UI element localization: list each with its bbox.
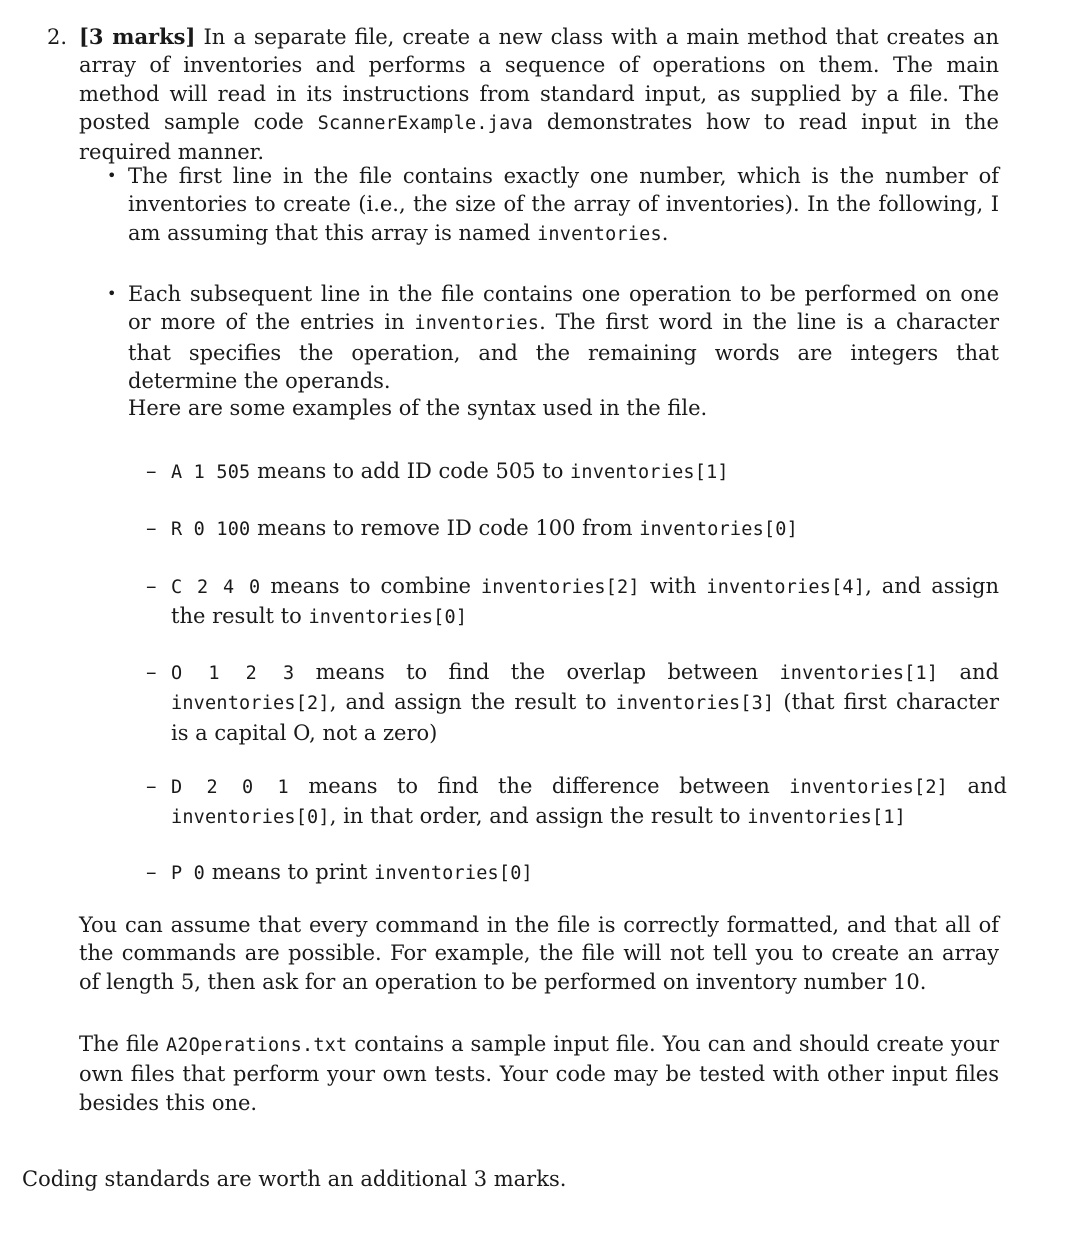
example-difference	[171, 772, 1007, 833]
example-overlap-and: and	[959, 660, 999, 684]
bullet-second-text: Each subsequent line in the file contains one operation to be performed on one or more of the entries in	[128, 282, 999, 335]
question-marks: [3 marks]	[79, 24, 196, 49]
example-print-text: means to print	[211, 860, 368, 884]
dash-icon: –	[146, 459, 157, 483]
example-difference-source-b: inventories[0]	[171, 807, 330, 829]
example-overlap-text: means to find the overlap between	[315, 660, 759, 684]
example-overlap-target: inventories[3]	[615, 693, 775, 715]
example-combine-assign: , and assign the result to	[171, 574, 999, 629]
sample-file-paragraph	[79, 1030, 999, 1117]
examples-intro: Here are some examples of the syntax used in the file.	[128, 396, 708, 420]
example-difference-assign: , in that order, and assign the result to	[329, 804, 741, 829]
bullet-first-line	[128, 162, 999, 249]
example-remove-text: means to remove ID code 100 from	[257, 516, 633, 540]
example-remove-target: inventories[0]	[639, 519, 798, 540]
example-overlap-note: (that first character is a capital O, not a zero)	[171, 690, 999, 745]
assumptions-paragraph: You can assume that every command in the file is correctly formatted, and that all of the commands are possible. For example, the file will not tell you to create an array of length 5, then ask for an operation to be performed on inventory number 10.	[79, 913, 999, 994]
example-difference-and: and	[967, 774, 1007, 798]
example-print-target: inventories[0]	[374, 863, 533, 884]
bullet-subsequent-lines	[128, 280, 999, 395]
coding-standards-note: Coding standards are worth an additional 3 marks.	[22, 1167, 567, 1191]
bullet-first-code: inventories	[537, 223, 662, 245]
example-print	[171, 858, 999, 888]
dash-icon: –	[146, 860, 157, 884]
dash-icon: –	[146, 774, 157, 798]
example-add-target: inventories[1]	[570, 462, 729, 483]
dash-icon: –	[146, 516, 157, 540]
example-difference-cmd: D 2 0 1	[171, 777, 289, 798]
example-combine-source-b: inventories[4]	[706, 577, 866, 598]
example-overlap-source-b: inventories[2]	[171, 693, 330, 715]
sample-file-text-a: The file	[79, 1032, 160, 1056]
intro-text-b: demonstrates how to read input in the required manner.	[79, 109, 999, 165]
bullet-second-end: . The first word in the line is a character that specifies the operation, and the remaining words are integers that determine the operands.	[128, 310, 999, 393]
intro-text-a: In a separate file, create a new class with a main method that creates an array of inventories and performs a sequence of operations on them. The main method will read in its instructions from standard input, as supplied by a file. The posted sample code	[79, 25, 999, 134]
sample-file-text-b: contains a sample input file. You can and should create your own files that perform your own tests. Your code may be tested with other input files besides this one.	[79, 1032, 999, 1115]
example-add-cmd: A 1 505	[171, 462, 251, 483]
example-add	[171, 457, 999, 487]
bullet-icon: •	[107, 166, 117, 185]
example-print-cmd: P 0	[171, 863, 206, 884]
example-combine-text: means to combine	[270, 574, 471, 598]
question-intro	[79, 23, 999, 166]
example-combine-source-a: inventories[2]	[480, 577, 640, 598]
dash-icon: –	[146, 660, 157, 684]
bullet-first-text: The first line in the file contains exactly one number, which is the number of inventories to create (i.e., the size of the array of inventories). In the following, I am assuming that this array is named	[128, 164, 999, 245]
example-combine-target: inventories[0]	[308, 607, 468, 629]
example-combine	[171, 572, 999, 633]
example-combine-cmd: C 2 4 0	[171, 577, 261, 598]
intro-code: ScannerExample.java	[317, 112, 534, 134]
example-difference-text: means to find the difference between	[308, 774, 770, 798]
bullet-first-end: .	[661, 220, 669, 245]
example-overlap-assign: , and assign the result to	[329, 690, 607, 715]
example-difference-target: inventories[1]	[747, 807, 906, 829]
example-add-text: means to add ID code 505 to	[257, 459, 564, 483]
bullet-icon: •	[107, 284, 117, 303]
example-difference-source-a: inventories[2]	[789, 777, 948, 798]
example-remove-cmd: R 0 100	[171, 519, 251, 540]
example-combine-with: with	[649, 574, 697, 598]
dash-icon: –	[146, 574, 157, 598]
example-overlap-source-a: inventories[1]	[779, 663, 939, 684]
bullet-second-code: inventories	[414, 313, 540, 335]
example-remove	[171, 514, 999, 544]
example-overlap-cmd: O 1 2 3	[171, 663, 295, 684]
question-number: 2.	[47, 25, 68, 49]
example-overlap	[171, 658, 999, 747]
sample-file-name: A2Operations.txt	[165, 1035, 348, 1056]
